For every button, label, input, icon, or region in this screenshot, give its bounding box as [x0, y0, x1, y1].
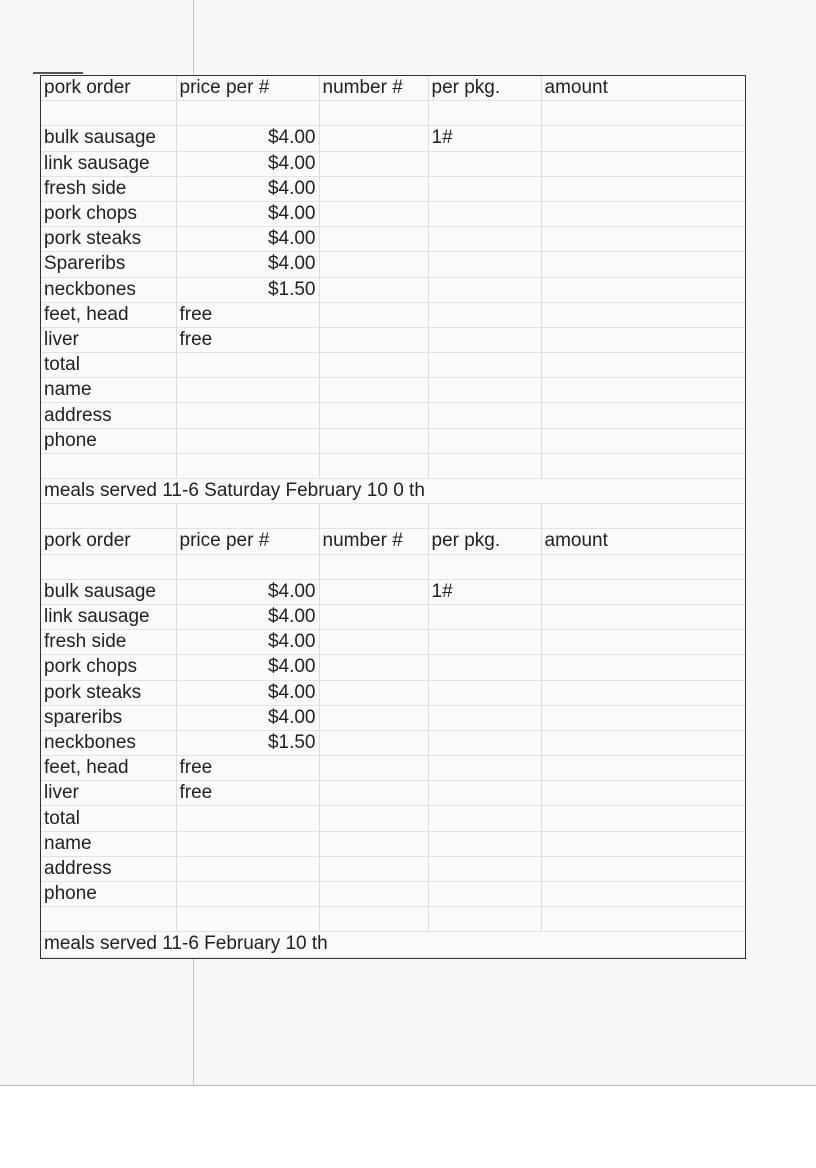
- item-name: name: [41, 831, 176, 856]
- item-name: bulk sausage: [41, 579, 176, 604]
- blank-row: [41, 453, 745, 478]
- item-row: [41, 201, 745, 226]
- amount-cell: [541, 378, 745, 403]
- item-name: total: [41, 806, 176, 831]
- item-row: [41, 831, 745, 856]
- blank-row: [41, 554, 745, 579]
- column-header: amount: [541, 76, 745, 101]
- item-row: [41, 126, 745, 151]
- empty-cell: [176, 101, 319, 126]
- item-row: [41, 730, 745, 755]
- blank-row: [41, 907, 745, 932]
- number-cell: [319, 353, 428, 378]
- empty-cell: [176, 403, 319, 428]
- item-name: address: [41, 856, 176, 881]
- column-header: pork order: [41, 76, 176, 101]
- per-pkg-cell: [428, 680, 541, 705]
- item-name: pork chops: [41, 655, 176, 680]
- column-header: amount: [541, 529, 745, 554]
- item-row: [41, 756, 745, 781]
- empty-cell: [41, 101, 176, 126]
- scan-edge-line: [0, 1085, 816, 1086]
- amount-cell: [541, 756, 745, 781]
- empty-cell: [176, 428, 319, 453]
- item-name: neckbones: [41, 730, 176, 755]
- number-cell: [319, 201, 428, 226]
- number-cell: [319, 882, 428, 907]
- item-name: link sausage: [41, 604, 176, 629]
- empty-cell: [428, 101, 541, 126]
- per-pkg-cell: [428, 227, 541, 252]
- per-pkg-cell: [428, 327, 541, 352]
- per-pkg-cell: [428, 655, 541, 680]
- item-price: $4.00: [176, 126, 319, 151]
- number-cell: [319, 151, 428, 176]
- item-name: feet, head: [41, 302, 176, 327]
- per-pkg-cell: [428, 302, 541, 327]
- item-row: [41, 579, 745, 604]
- per-pkg-cell: [428, 252, 541, 277]
- per-pkg-cell: [428, 353, 541, 378]
- amount-cell: [541, 730, 745, 755]
- empty-cell: [176, 554, 319, 579]
- amount-cell: [541, 630, 745, 655]
- column-header: number #: [319, 529, 428, 554]
- item-name: name: [41, 378, 176, 403]
- item-row: [41, 353, 745, 378]
- column-header: pork order: [41, 529, 176, 554]
- item-name: pork steaks: [41, 227, 176, 252]
- order-sheet: [40, 75, 746, 959]
- amount-cell: [541, 353, 745, 378]
- item-row: [41, 151, 745, 176]
- number-cell: [319, 403, 428, 428]
- item-row: [41, 882, 745, 907]
- empty-cell: [428, 504, 541, 529]
- number-cell: [319, 781, 428, 806]
- item-price: $4.00: [176, 655, 319, 680]
- item-row: [41, 604, 745, 629]
- empty-cell: [319, 907, 428, 932]
- column-header: price per #: [176, 529, 319, 554]
- item-row: [41, 176, 745, 201]
- blank-row: [41, 101, 745, 126]
- amount-cell: [541, 882, 745, 907]
- item-name: total: [41, 353, 176, 378]
- item-row: [41, 277, 745, 302]
- amount-cell: [541, 201, 745, 226]
- empty-cell: [541, 554, 745, 579]
- per-pkg-cell: [428, 630, 541, 655]
- item-price: $4.00: [176, 579, 319, 604]
- corner-mark: [33, 72, 83, 74]
- per-pkg-cell: [428, 604, 541, 629]
- number-cell: [319, 277, 428, 302]
- item-row: [41, 428, 745, 453]
- item-name: feet, head: [41, 756, 176, 781]
- per-pkg-cell: [428, 730, 541, 755]
- empty-cell: [176, 907, 319, 932]
- empty-cell: [319, 554, 428, 579]
- footer-row: [41, 479, 745, 504]
- number-cell: [319, 655, 428, 680]
- item-row: [41, 302, 745, 327]
- per-pkg-cell: [428, 831, 541, 856]
- item-price: $4.00: [176, 201, 319, 226]
- item-name: spareribs: [41, 705, 176, 730]
- column-header: number #: [319, 76, 428, 101]
- empty-cell: [176, 882, 319, 907]
- number-cell: [319, 378, 428, 403]
- item-price: $4.00: [176, 604, 319, 629]
- amount-cell: [541, 856, 745, 881]
- amount-cell: [541, 705, 745, 730]
- per-pkg-cell: [428, 705, 541, 730]
- amount-cell: [541, 403, 745, 428]
- number-cell: [319, 302, 428, 327]
- item-price: $4.00: [176, 705, 319, 730]
- empty-cell: [176, 353, 319, 378]
- item-row: [41, 252, 745, 277]
- number-cell: [319, 856, 428, 881]
- empty-cell: [176, 504, 319, 529]
- per-pkg-cell: [428, 151, 541, 176]
- amount-cell: [541, 428, 745, 453]
- per-pkg-cell: 1#: [428, 126, 541, 151]
- number-cell: [319, 327, 428, 352]
- item-row: [41, 781, 745, 806]
- amount-cell: [541, 277, 745, 302]
- item-row: [41, 403, 745, 428]
- item-row: [41, 227, 745, 252]
- empty-cell: [176, 831, 319, 856]
- per-pkg-cell: [428, 806, 541, 831]
- empty-cell: [176, 378, 319, 403]
- amount-cell: [541, 781, 745, 806]
- item-name: Spareribs: [41, 252, 176, 277]
- item-price: $4.00: [176, 227, 319, 252]
- item-price: $4.00: [176, 151, 319, 176]
- header-row: [41, 76, 745, 101]
- item-name: address: [41, 403, 176, 428]
- number-cell: [319, 831, 428, 856]
- amount-cell: [541, 680, 745, 705]
- empty-cell: [41, 907, 176, 932]
- per-pkg-cell: [428, 201, 541, 226]
- empty-cell: [428, 907, 541, 932]
- empty-cell: [428, 554, 541, 579]
- amount-cell: [541, 176, 745, 201]
- item-price: $4.00: [176, 630, 319, 655]
- item-row: [41, 680, 745, 705]
- empty-cell: [41, 554, 176, 579]
- amount-cell: [541, 327, 745, 352]
- item-row: [41, 856, 745, 881]
- item-price: $1.50: [176, 730, 319, 755]
- item-row: [41, 655, 745, 680]
- number-cell: [319, 630, 428, 655]
- meals-served-note: meals served 11-6 February 10 th: [41, 932, 745, 957]
- per-pkg-cell: [428, 277, 541, 302]
- per-pkg-cell: [428, 756, 541, 781]
- column-header: per pkg.: [428, 76, 541, 101]
- amount-cell: [541, 302, 745, 327]
- amount-cell: [541, 604, 745, 629]
- empty-cell: [541, 907, 745, 932]
- item-row: [41, 705, 745, 730]
- per-pkg-cell: [428, 882, 541, 907]
- empty-cell: [541, 101, 745, 126]
- item-name: pork chops: [41, 201, 176, 226]
- item-price: $1.50: [176, 277, 319, 302]
- per-pkg-cell: [428, 378, 541, 403]
- item-name: bulk sausage: [41, 126, 176, 151]
- item-name: fresh side: [41, 630, 176, 655]
- item-name: fresh side: [41, 176, 176, 201]
- per-pkg-cell: 1#: [428, 579, 541, 604]
- item-price: free: [176, 302, 319, 327]
- header-row: [41, 529, 745, 554]
- number-cell: [319, 176, 428, 201]
- amount-cell: [541, 126, 745, 151]
- blank-row: [41, 504, 745, 529]
- empty-cell: [319, 504, 428, 529]
- per-pkg-cell: [428, 428, 541, 453]
- number-cell: [319, 126, 428, 151]
- item-row: [41, 327, 745, 352]
- empty-cell: [541, 453, 745, 478]
- empty-cell: [41, 504, 176, 529]
- empty-cell: [176, 806, 319, 831]
- item-name: link sausage: [41, 151, 176, 176]
- number-cell: [319, 579, 428, 604]
- item-price: free: [176, 327, 319, 352]
- amount-cell: [541, 151, 745, 176]
- empty-cell: [319, 453, 428, 478]
- meals-served-note: meals served 11-6 Saturday February 10 0 th: [41, 479, 745, 504]
- item-row: [41, 630, 745, 655]
- number-cell: [319, 428, 428, 453]
- item-price: free: [176, 756, 319, 781]
- number-cell: [319, 756, 428, 781]
- per-pkg-cell: [428, 856, 541, 881]
- amount-cell: [541, 252, 745, 277]
- item-price: free: [176, 781, 319, 806]
- amount-cell: [541, 227, 745, 252]
- item-row: [41, 806, 745, 831]
- item-price: $4.00: [176, 176, 319, 201]
- amount-cell: [541, 655, 745, 680]
- number-cell: [319, 705, 428, 730]
- item-price: $4.00: [176, 252, 319, 277]
- item-row: [41, 378, 745, 403]
- amount-cell: [541, 806, 745, 831]
- item-price: $4.00: [176, 680, 319, 705]
- empty-cell: [176, 856, 319, 881]
- item-name: phone: [41, 428, 176, 453]
- item-name: liver: [41, 781, 176, 806]
- number-cell: [319, 227, 428, 252]
- footer-row: [41, 932, 745, 957]
- empty-cell: [176, 453, 319, 478]
- amount-cell: [541, 831, 745, 856]
- per-pkg-cell: [428, 403, 541, 428]
- item-name: neckbones: [41, 277, 176, 302]
- number-cell: [319, 806, 428, 831]
- empty-cell: [541, 504, 745, 529]
- number-cell: [319, 252, 428, 277]
- per-pkg-cell: [428, 781, 541, 806]
- number-cell: [319, 680, 428, 705]
- per-pkg-cell: [428, 176, 541, 201]
- empty-cell: [428, 453, 541, 478]
- column-header: price per #: [176, 76, 319, 101]
- column-header: per pkg.: [428, 529, 541, 554]
- empty-cell: [41, 453, 176, 478]
- item-name: phone: [41, 882, 176, 907]
- item-name: pork steaks: [41, 680, 176, 705]
- item-name: liver: [41, 327, 176, 352]
- empty-cell: [319, 101, 428, 126]
- number-cell: [319, 730, 428, 755]
- order-table: [41, 76, 745, 958]
- amount-cell: [541, 579, 745, 604]
- number-cell: [319, 604, 428, 629]
